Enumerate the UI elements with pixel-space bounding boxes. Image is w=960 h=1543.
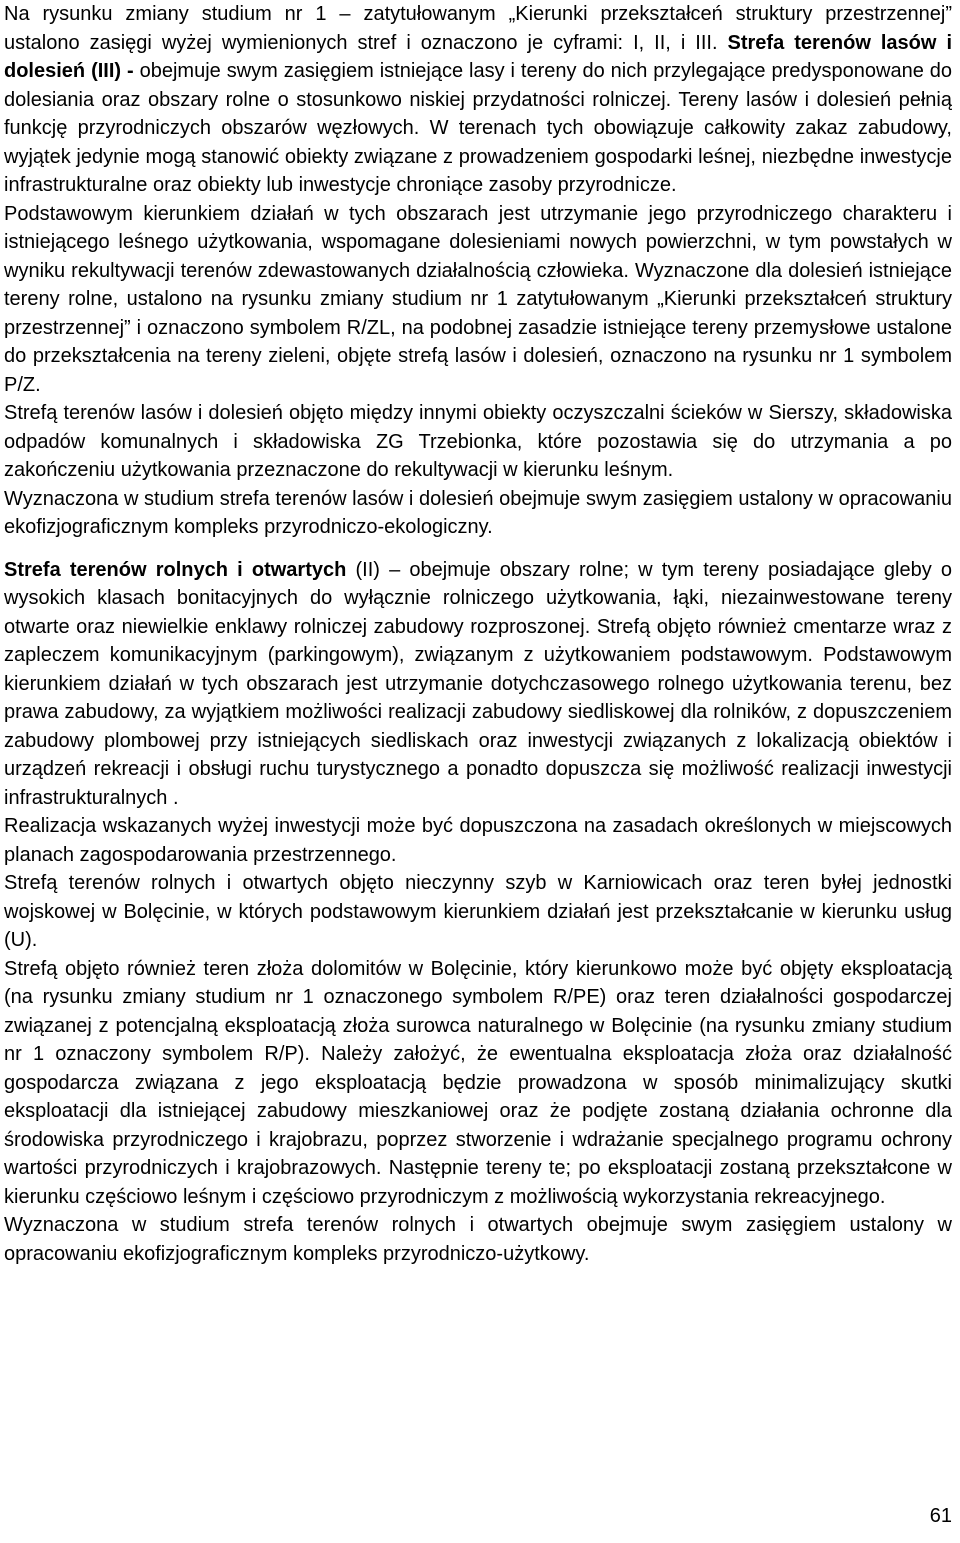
- page-number: 61: [929, 1505, 952, 1527]
- paragraph-dolomite-deposit: Strefą objęto również teren złoża dolomitów w Bolęcinie, który kierunkowo może być objęty eksploatacją (na rysunku zmiany studium nr 1 oznaczonego symbolem R/PE) oraz teren działalności gospodarczej związanej z potencjalną eksploatacją złoża surowca naturalnego w Bolęcinie (na rysunku zmiany studium nr 1 oznaczony symbolem R/P). Należy założyć, że ewentualna eksploatacja złoża oraz działalność gospodarcza związana z jego eksploatacją będzie prowadzona w sposób minimalizujący skutki eksploatacji dla istniejącej zabudowy mieszkaniowej oraz że podjęte zostaną działania ochronne dla środowiska przyrodniczego i krajobrazu, poprzez stworzenie i wdrażanie specjalnego programu ochrony wartości przyrodniczych i krajobrazowych. Następnie tereny te; po eksploatacji zostaną przekształcone w kierunku częściowo leśnym i częściowo przyrodniczym z możliwością wykorzystania rekreacyjnego.: [4, 957, 952, 1208]
- agricultural-zone-heading: Strefa terenów rolnych i otwartych: [4, 558, 347, 581]
- paragraph-text: (II) – obejmuje obszary rolne; w tym tereny posiadające gleby o wysokich klasach bonitacyjnych do wyłącznie rolniczego użytkowania, łąki, niezainwestowane tereny otwarte oraz niewielkie enklawy rolniczej zabudowy rozproszonej. Strefą objęto również cmentarze wraz z zapleczem komunikacyjnym (parkingowym), związanym z użytkowaniem podstawowym. Podstawowym kierunkiem działań w tych obszarach jest utrzymanie dotychczasowego rolnego użytkowania terenu, bez prawa zabudowy, za wyjątkiem możliwości realizacji zabudowy siedliskowej dla rolników, z dopuszczeniem zabudowy plombowej przy istniejących siedliskach oraz inwestycji związanych z lokalizacją obiektów i urządzeń rekreacji i obsługi ruchu turystycznego a ponadto dopuszcza się możliwość realizacji inwestycji infrastrukturalnych .: [4, 558, 952, 809]
- paragraph-forest-complex: Wyznaczona w studium strefa terenów lasów i dolesień obejmuje swym zasięgiem ustalony w opracowaniu ekofizjograficznym kompleks przyrodniczo-ekologiczny.: [4, 487, 952, 538]
- paragraph-karniowice-shaft: Strefą terenów rolnych i otwartych objęto nieczynny szyb w Karniowicach oraz teren byłej jednostki wojskowej w Bolęcinie, w których podstawowym kierunkiem działań jest przekształcanie w kierunku usług (U).: [4, 872, 952, 951]
- paragraph-forest-zone-intro: [4, 0, 952, 200]
- paragraph-forest-directions: Podstawowym kierunkiem działań w tych obszarach jest utrzymanie jego przyrodniczego charakteru i istniejącego leśnego użytkowania, wspomagane dolesieniami nowych powierzchni, w tym powstałych w wyniku rekultywacji terenów zdewastowanych działalnością człowieka. Wyznaczone dla dolesień istniejące tereny rolne, ustalono na rysunku zmiany studium nr 1 zatytułowanym „Kierunki przekształceń struktury przestrzennej” i oznaczono symbolem R/ZL, na podobnej zasadzie istniejące tereny przemysłowe ustalone do przekształcenia na tereny zieleni, objęte strefą lasów i dolesień, oznaczono na rysunku nr 1 symbolem P/Z.: [4, 202, 952, 396]
- paragraph-text: obejmuje swym zasięgiem istniejące lasy i tereny do nich przylegające predysponowane do dolesiania oraz obszary rolne o stosunkowo niskiej przydatności rolniczej. Tereny lasów i dolesień pełnią funkcję przyrodniczych obszarów węzłowych. W terenach tych obowiązuje całkowity zakaz zabudowy, wyjątek jedynie mogą stanowić obiekty związane z prowadzeniem gospodarki leśnej, niezbędne inwestycje infrastrukturalne oraz obiekty lub inwestycje chroniące zasoby przyrodnicze.: [4, 60, 952, 196]
- paragraph-agricultural-zone: [4, 556, 952, 813]
- paragraph-forest-objects: Strefą terenów lasów i dolesień objęto między innymi obiekty oczyszczalni ścieków w Sierszy, składowiska odpadów komunalnych i składowiska ZG Trzebionka, które pozostawia się do utrzymania a po zakończeniu użytkowania przeznaczone do rekultywacji w kierunku leśnym.: [4, 402, 952, 481]
- forest-zone-heading: Strefa terenów lasów i dolesień (III) -: [4, 31, 952, 82]
- paragraph-text: Na rysunku zmiany studium nr 1 – zatytułowanym „Kierunki przekształceń struktury przestrzennej” ustalono zasięgi wyżej wymienionych stref i oznaczono je cyframi: I, II, i III.: [4, 3, 952, 54]
- paragraph-agricultural-complex: Wyznaczona w studium strefa terenów rolnych i otwartych obejmuje swym zasięgiem ustalony w opracowaniu ekofizjograficznym kompleks przyrodniczo-użytkowy.: [4, 1214, 952, 1265]
- paragraph-investment-realization: Realizacja wskazanych wyżej inwestycji może być dopuszczona na zasadach określonych w miejscowych planach zagospodarowania przestrzennego.: [4, 815, 952, 866]
